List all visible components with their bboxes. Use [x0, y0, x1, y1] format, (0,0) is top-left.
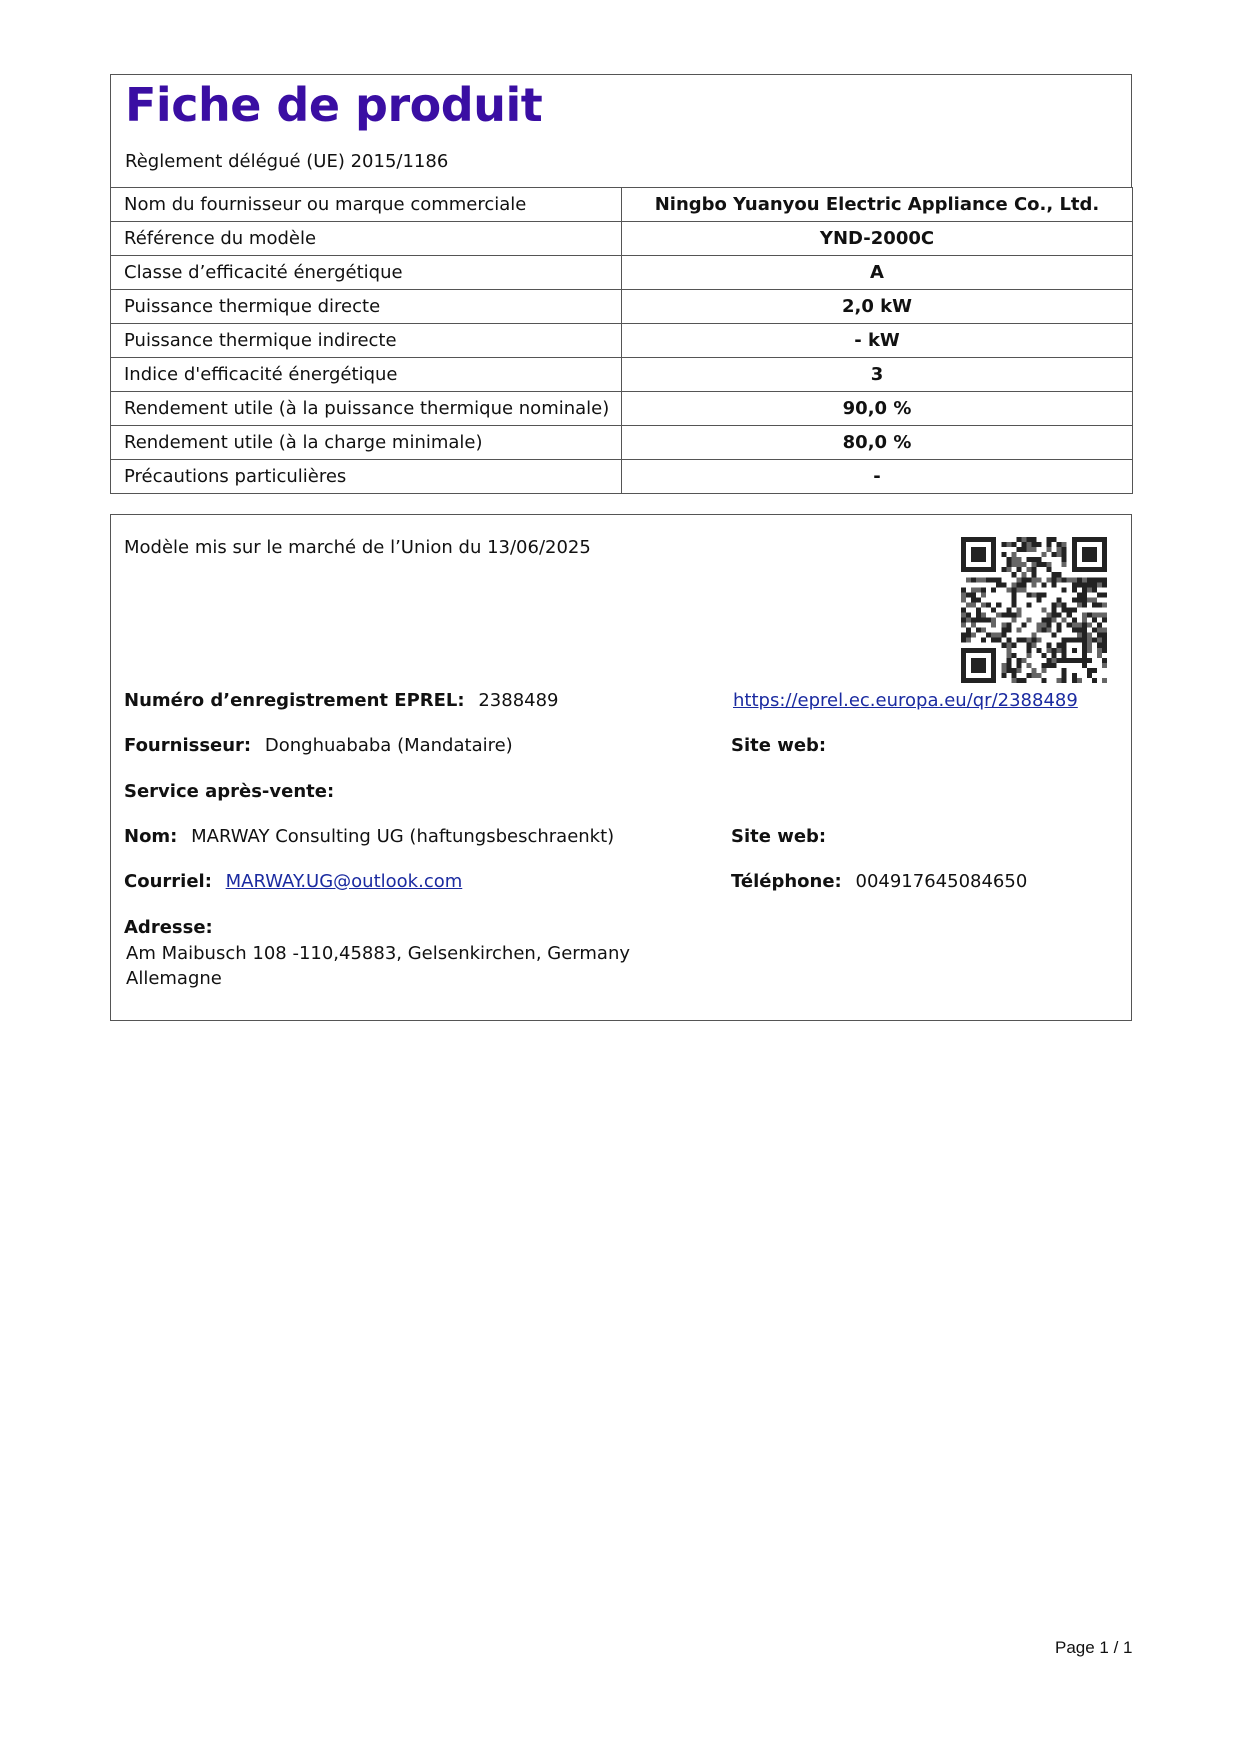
- spec-value: -: [622, 460, 1133, 494]
- regulation-reference: Règlement délégué (UE) 2015/1186: [125, 151, 449, 172]
- specs-table: [110, 187, 1133, 494]
- eprel-value: 2388489: [478, 690, 559, 711]
- page-number: Page 1 / 1: [1055, 1638, 1133, 1657]
- spec-value: 2,0 kW: [622, 290, 1133, 324]
- spec-value: - kW: [622, 324, 1133, 358]
- email-link[interactable]: MARWAY.UG@outlook.com: [225, 871, 463, 892]
- email-row: [124, 871, 462, 892]
- info-box: [110, 514, 1132, 1021]
- table-row: [111, 358, 1133, 392]
- eprel-label: Numéro d’enregistrement EPREL:: [124, 690, 465, 711]
- table-row: [111, 324, 1133, 358]
- table-row: [111, 222, 1133, 256]
- header-box: [110, 74, 1132, 187]
- phone-label: Téléphone:: [731, 871, 842, 892]
- spec-label: Rendement utile (à la puissance thermique nominale): [111, 392, 622, 426]
- spec-value: 90,0 %: [622, 392, 1133, 426]
- table-row: [111, 188, 1133, 222]
- website-label-2: Site web:: [731, 826, 827, 847]
- table-row: [111, 392, 1133, 426]
- phone-row: [731, 871, 1027, 892]
- phone-value: 004917645084650: [855, 871, 1028, 892]
- spec-value: 80,0 %: [622, 426, 1133, 460]
- email-label: Courriel:: [124, 871, 212, 892]
- spec-label: Précautions particulières: [111, 460, 622, 494]
- table-row: [111, 290, 1133, 324]
- spec-label: Référence du modèle: [111, 222, 622, 256]
- website-label-1: Site web:: [731, 735, 827, 756]
- page-title: Fiche de produit: [125, 78, 543, 132]
- service-label: Service après-vente:: [124, 781, 335, 802]
- address-line-2: Allemagne: [126, 968, 222, 989]
- name-value: MARWAY Consulting UG (haftungsbeschraenkt): [191, 826, 615, 847]
- spec-label: Nom du fournisseur ou marque commerciale: [111, 188, 622, 222]
- supplier-label: Fournisseur:: [124, 735, 252, 756]
- address-line-1: Am Maibusch 108 -110,45883, Gelsenkirchen, Germany: [126, 943, 630, 964]
- table-row: [111, 460, 1133, 494]
- name-label: Nom:: [124, 826, 178, 847]
- eprel-link[interactable]: https://eprel.ec.europa.eu/qr/2388489: [733, 690, 1078, 711]
- spec-value: 3: [622, 358, 1133, 392]
- table-row: [111, 426, 1133, 460]
- supplier-row: [124, 735, 513, 756]
- eprel-row: [124, 690, 559, 711]
- qr-code-icon: [961, 537, 1107, 683]
- spec-label: Indice d'efficacité énergétique: [111, 358, 622, 392]
- product-sheet: [110, 74, 1132, 1021]
- supplier-value: Donghuababa (Mandataire): [264, 735, 513, 756]
- spec-label: Classe d’efficacité énergétique: [111, 256, 622, 290]
- spec-label: Rendement utile (à la charge minimale): [111, 426, 622, 460]
- spec-value: Ningbo Yuanyou Electric Appliance Co., Ltd.: [622, 188, 1133, 222]
- spec-label: Puissance thermique indirecte: [111, 324, 622, 358]
- market-date-text: Modèle mis sur le marché de l’Union du 13/06/2025: [124, 537, 591, 558]
- spec-value: A: [622, 256, 1133, 290]
- name-row: [124, 826, 614, 847]
- spec-value: YND-2000C: [622, 222, 1133, 256]
- spec-label: Puissance thermique directe: [111, 290, 622, 324]
- address-label: Adresse:: [124, 917, 213, 938]
- table-row: [111, 256, 1133, 290]
